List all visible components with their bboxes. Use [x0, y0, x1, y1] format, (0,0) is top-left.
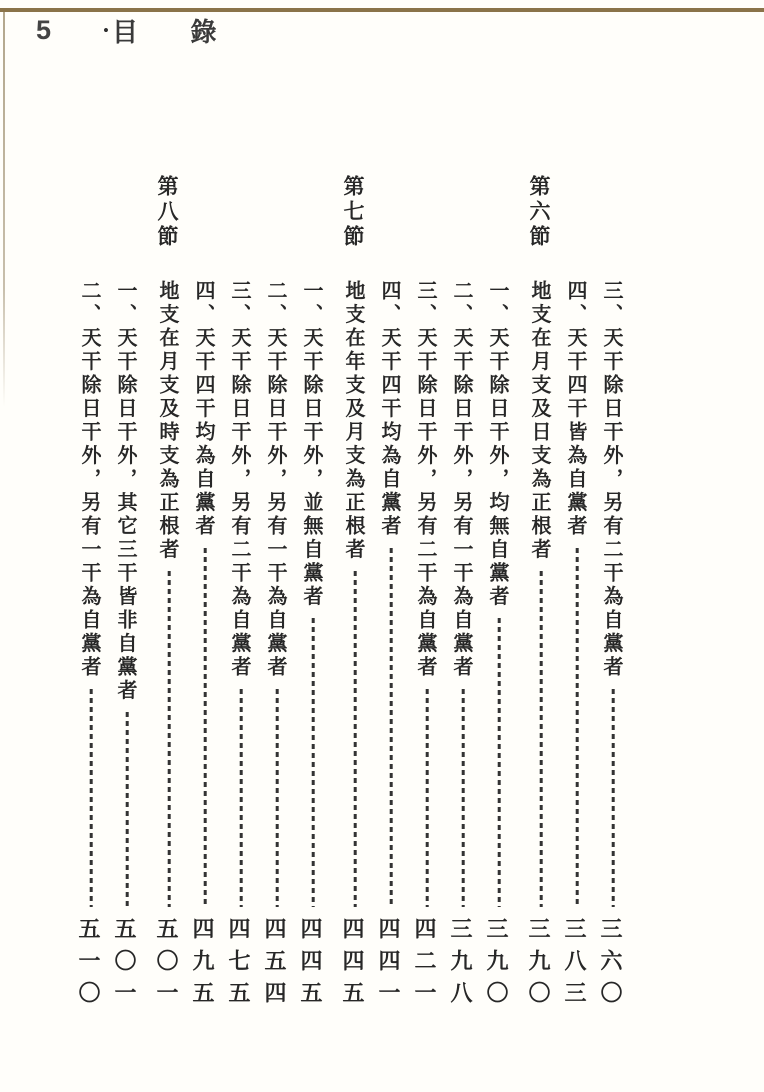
toc-entry-page-number: 五一〇 — [76, 917, 101, 1013]
section-heading — [264, 175, 290, 280]
toc-column — [264, 175, 290, 1013]
toc-entry-title: 地支在月支及日支為正根者 — [528, 280, 550, 562]
dotted-leader — [156, 562, 182, 917]
toc-column — [564, 175, 590, 1013]
section-heading — [600, 175, 626, 280]
toc-entry-title: 地支在月支及時支為正根者 — [156, 280, 178, 562]
dotted-leader — [114, 703, 140, 917]
toc-entry-page-number: 四四五 — [298, 917, 323, 1013]
section-heading: 第八節 — [155, 175, 179, 250]
toc-column — [342, 175, 368, 1013]
toc-entry-title: 三、天干除日干外，另有二干為自黨者 — [414, 280, 436, 680]
toc-entry-title: 四、天干四干均為自黨者 — [378, 280, 400, 539]
toc-entry-page-number: 四四五 — [340, 917, 365, 1013]
section-heading — [192, 175, 218, 280]
toc-entry-page-number: 三六〇 — [598, 917, 623, 1013]
dotted-leader — [600, 680, 626, 918]
toc-entry-page-number: 四五四 — [262, 917, 287, 1013]
toc-entry-title: 三、天干除日干外，另有二干為自黨者 — [600, 280, 622, 680]
dotted-leader — [192, 539, 218, 918]
toc-entry-title: 四、天干四干皆為自黨者 — [564, 280, 586, 539]
section-heading — [78, 175, 104, 280]
toc-entry-page-number: 五〇一 — [112, 917, 137, 1013]
section-heading — [114, 175, 140, 280]
toc-entry-title: 四、天干四干均為自黨者 — [192, 280, 214, 539]
dotted-leader — [486, 609, 512, 917]
toc-entry-page-number: 三九〇 — [526, 917, 551, 1013]
toc — [68, 175, 626, 1013]
section-heading — [450, 175, 476, 280]
dotted-leader — [342, 562, 368, 917]
page-header — [36, 12, 219, 49]
dotted-leader — [564, 539, 590, 918]
dotted-leader — [300, 609, 326, 917]
toc-column — [114, 175, 140, 1013]
toc-column — [78, 175, 104, 1013]
toc-entry-page-number: 四九五 — [190, 917, 215, 1013]
toc-column — [528, 175, 554, 1013]
page-number: 5 — [36, 15, 52, 45]
toc-column — [486, 175, 512, 1013]
toc-entry-title: 三、天干除日干外，另有二干為自黨者 — [228, 280, 250, 680]
toc-entry-page-number: 三九八 — [448, 917, 473, 1013]
section-heading — [414, 175, 440, 280]
toc-entry-title: 二、天干除日干外，另有一干為自黨者 — [450, 280, 472, 680]
toc-entry-page-number: 三九〇 — [484, 917, 509, 1013]
toc-column — [414, 175, 440, 1013]
dotted-leader — [78, 680, 104, 918]
section-heading — [300, 175, 326, 280]
toc-column — [228, 175, 254, 1013]
toc-entry-page-number: 五〇一 — [154, 917, 179, 1013]
section-heading — [486, 175, 512, 280]
toc-entry-page-number: 四四一 — [376, 917, 401, 1013]
section-heading — [564, 175, 590, 280]
dotted-leader — [450, 680, 476, 918]
toc-entry-page-number: 三八三 — [562, 917, 587, 1013]
toc-column — [450, 175, 476, 1013]
toc-entry-title: 一、天干除日干外，並無自黨者 — [300, 280, 322, 609]
toc-entry-title: 二、天干除日干外，另有一干為自黨者 — [264, 280, 286, 680]
toc-entry-title: 地支在年支及月支為正根者 — [342, 280, 364, 562]
scan-left-edge-line — [3, 12, 5, 407]
section-heading — [228, 175, 254, 280]
dotted-leader — [228, 680, 254, 918]
dotted-leader — [414, 680, 440, 918]
toc-entry-page-number: 四二一 — [412, 917, 437, 1013]
toc-column — [600, 175, 626, 1013]
toc-column — [378, 175, 404, 1013]
section-heading: 第七節 — [341, 175, 365, 250]
toc-entry-title: 一、天干除日干外，其它三干皆非自黨者 — [114, 280, 136, 703]
section-heading — [378, 175, 404, 280]
toc-entry-page-number: 四七五 — [226, 917, 251, 1013]
toc-entry-title: 二、天干除日干外，另有一干為自黨者 — [78, 280, 100, 680]
toc-entry-title: 一、天干除日干外，均無自黨者 — [486, 280, 508, 609]
dotted-leader — [378, 539, 404, 918]
toc-column — [192, 175, 218, 1013]
toc-column — [156, 175, 182, 1013]
bullet-separator-icon: • — [103, 20, 109, 40]
page-title: 目 錄 — [111, 18, 219, 47]
section-heading: 第六節 — [527, 175, 551, 250]
dotted-leader — [528, 562, 554, 917]
dotted-leader — [264, 680, 290, 918]
toc-column — [300, 175, 326, 1013]
